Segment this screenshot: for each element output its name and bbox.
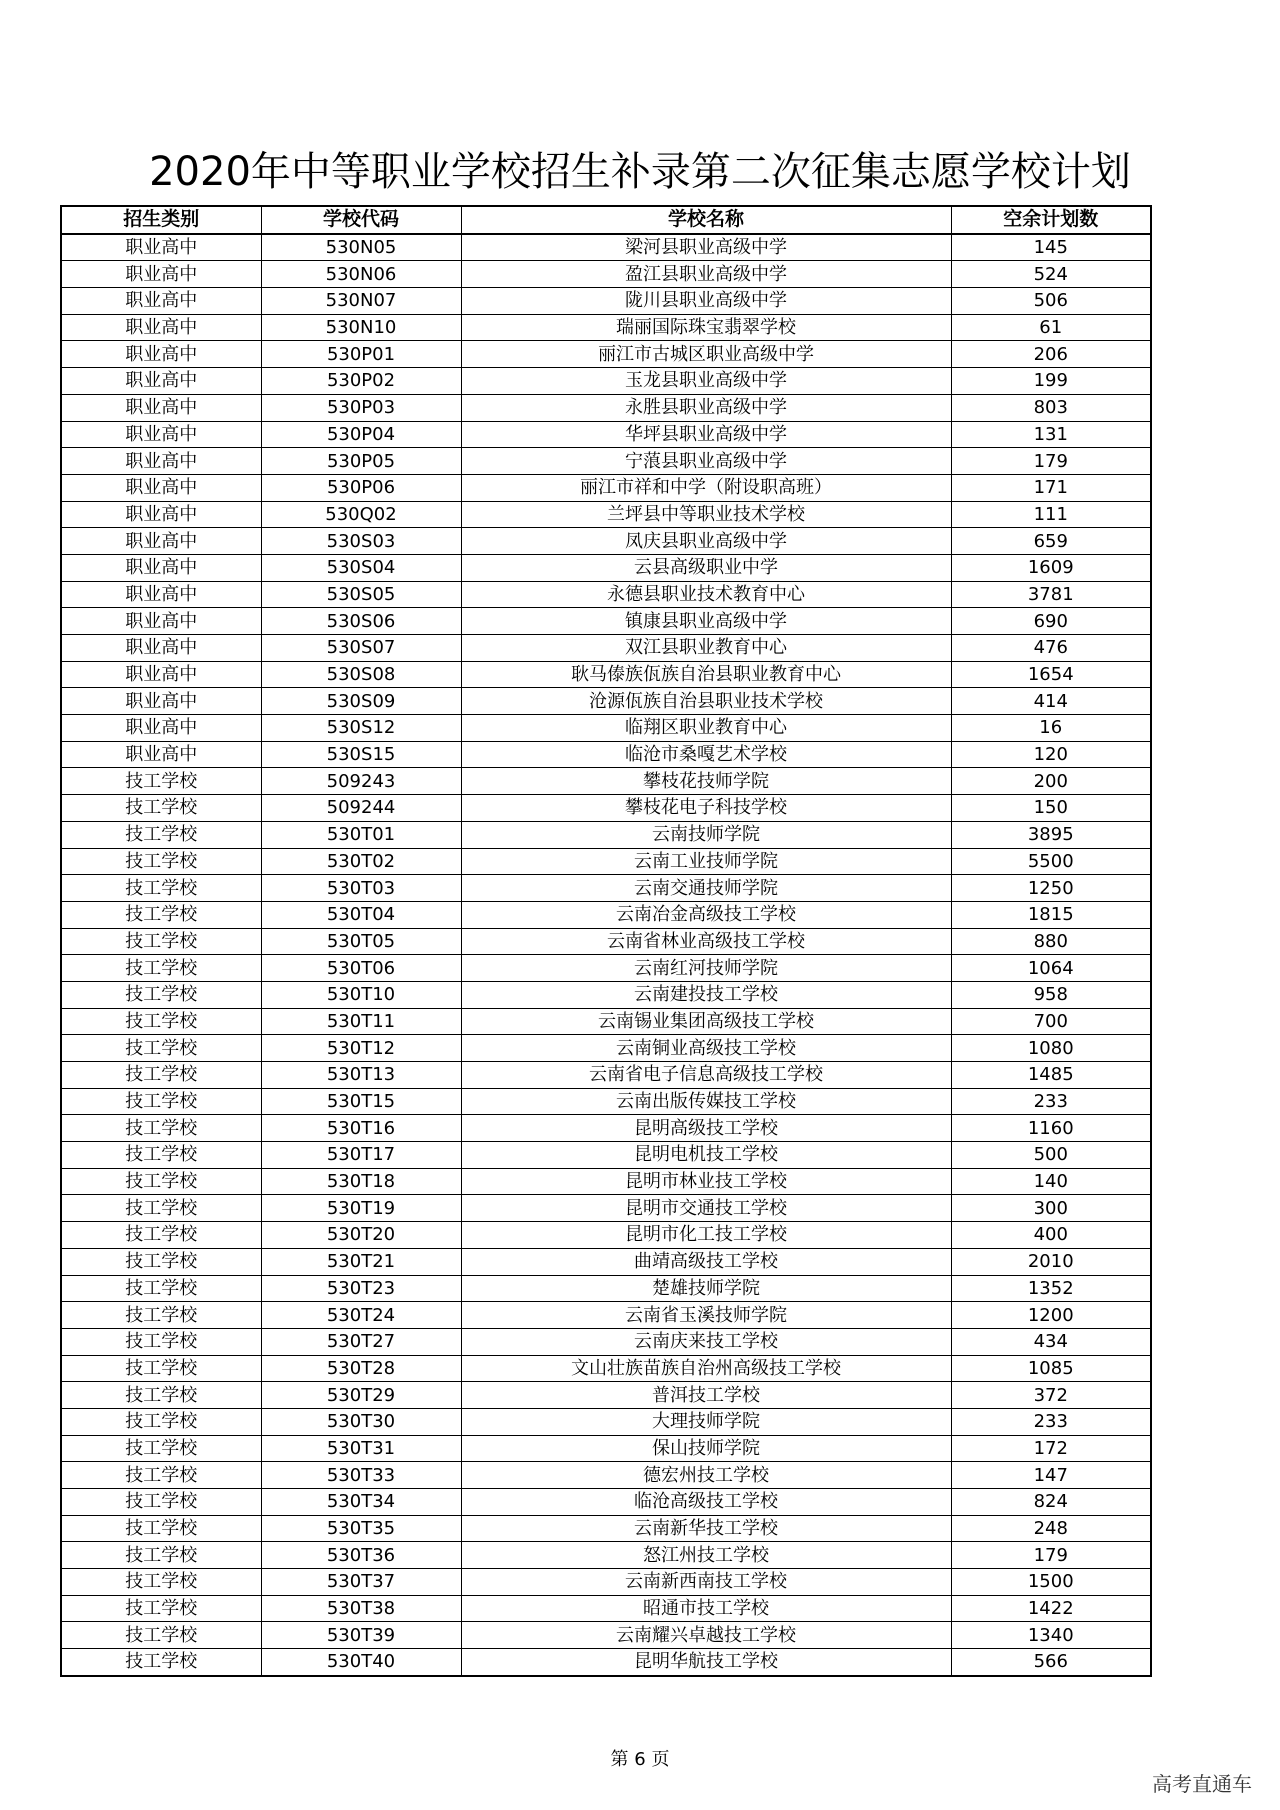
plan-table [60, 205, 1152, 1677]
cell-code: 530T05 [261, 928, 461, 955]
cell-school-name: 云南工业技师学院 [461, 848, 951, 875]
cell-category: 职业高中 [61, 368, 261, 395]
cell-remaining-quota: 171 [951, 474, 1151, 501]
cell-school-name: 昆明市化工技工学校 [461, 1222, 951, 1249]
cell-category: 职业高中 [61, 715, 261, 742]
cell-code: 530S12 [261, 715, 461, 742]
cell-category: 职业高中 [61, 448, 261, 475]
table-row [61, 901, 1151, 928]
cell-code: 530T29 [261, 1382, 461, 1409]
cell-category: 技工学校 [61, 1088, 261, 1115]
cell-school-name: 普洱技工学校 [461, 1382, 951, 1409]
cell-school-name: 云南技师学院 [461, 821, 951, 848]
cell-remaining-quota: 1200 [951, 1302, 1151, 1329]
cell-remaining-quota: 179 [951, 1542, 1151, 1569]
cell-code: 530T36 [261, 1542, 461, 1569]
table-header [61, 206, 1151, 234]
cell-remaining-quota: 1080 [951, 1035, 1151, 1062]
table-row [61, 234, 1151, 261]
cell-remaining-quota: 400 [951, 1222, 1151, 1249]
cell-code: 530P06 [261, 474, 461, 501]
cell-code: 530T02 [261, 848, 461, 875]
cell-code: 530T35 [261, 1515, 461, 1542]
table-row [61, 474, 1151, 501]
cell-code: 530T20 [261, 1222, 461, 1249]
table-row [61, 848, 1151, 875]
cell-remaining-quota: 5500 [951, 848, 1151, 875]
table-row [61, 875, 1151, 902]
cell-remaining-quota: 61 [951, 314, 1151, 341]
header-school-name: 学校名称 [461, 206, 951, 234]
cell-remaining-quota: 150 [951, 795, 1151, 822]
cell-code: 530S05 [261, 581, 461, 608]
cell-category: 技工学校 [61, 1008, 261, 1035]
cell-school-name: 陇川县职业高级中学 [461, 288, 951, 315]
table-row [61, 528, 1151, 555]
cell-remaining-quota: 179 [951, 448, 1151, 475]
cell-remaining-quota: 659 [951, 528, 1151, 555]
table-row [61, 341, 1151, 368]
cell-code: 530T31 [261, 1435, 461, 1462]
cell-category: 职业高中 [61, 501, 261, 528]
table-row [61, 554, 1151, 581]
cell-code: 530T37 [261, 1569, 461, 1596]
cell-category: 技工学校 [61, 1275, 261, 1302]
table-row [61, 1222, 1151, 1249]
cell-school-name: 临翔区职业教育中心 [461, 715, 951, 742]
cell-school-name: 临沧市桑嘎艺术学校 [461, 741, 951, 768]
cell-remaining-quota: 1250 [951, 875, 1151, 902]
cell-remaining-quota: 524 [951, 261, 1151, 288]
cell-remaining-quota: 372 [951, 1382, 1151, 1409]
cell-category: 技工学校 [61, 928, 261, 955]
cell-remaining-quota: 803 [951, 394, 1151, 421]
cell-category: 技工学校 [61, 1622, 261, 1649]
cell-code: 530N05 [261, 234, 461, 261]
cell-remaining-quota: 1654 [951, 661, 1151, 688]
table-row [61, 741, 1151, 768]
cell-code: 530P05 [261, 448, 461, 475]
table-row [61, 1062, 1151, 1089]
cell-school-name: 兰坪县中等职业技术学校 [461, 501, 951, 528]
table-row [61, 314, 1151, 341]
table-row [61, 421, 1151, 448]
table-row [61, 688, 1151, 715]
cell-category: 技工学校 [61, 1355, 261, 1382]
cell-remaining-quota: 145 [951, 234, 1151, 261]
cell-code: 530S03 [261, 528, 461, 555]
cell-code: 530N07 [261, 288, 461, 315]
table-row [61, 821, 1151, 848]
cell-category: 技工学校 [61, 795, 261, 822]
cell-school-name: 双江县职业教育中心 [461, 635, 951, 662]
cell-school-name: 玉龙县职业高级中学 [461, 368, 951, 395]
cell-code: 530T12 [261, 1035, 461, 1062]
cell-code: 509244 [261, 795, 461, 822]
cell-category: 技工学校 [61, 1035, 261, 1062]
table-row [61, 1569, 1151, 1596]
table-row [61, 1168, 1151, 1195]
cell-code: 530T04 [261, 901, 461, 928]
cell-category: 技工学校 [61, 981, 261, 1008]
cell-school-name: 临沧高级技工学校 [461, 1489, 951, 1516]
cell-remaining-quota: 3895 [951, 821, 1151, 848]
cell-remaining-quota: 1485 [951, 1062, 1151, 1089]
cell-school-name: 德宏州技工学校 [461, 1462, 951, 1489]
cell-remaining-quota: 200 [951, 768, 1151, 795]
cell-code: 530T24 [261, 1302, 461, 1329]
cell-remaining-quota: 248 [951, 1515, 1151, 1542]
cell-code: 530S07 [261, 635, 461, 662]
cell-code: 509243 [261, 768, 461, 795]
table-row [61, 1142, 1151, 1169]
cell-remaining-quota: 1340 [951, 1622, 1151, 1649]
cell-school-name: 云南省林业高级技工学校 [461, 928, 951, 955]
cell-category: 职业高中 [61, 581, 261, 608]
cell-category: 技工学校 [61, 875, 261, 902]
header-remaining-quota: 空余计划数 [951, 206, 1151, 234]
cell-remaining-quota: 172 [951, 1435, 1151, 1462]
cell-code: 530T38 [261, 1595, 461, 1622]
cell-category: 技工学校 [61, 848, 261, 875]
cell-remaining-quota: 111 [951, 501, 1151, 528]
cell-remaining-quota: 434 [951, 1328, 1151, 1355]
cell-school-name: 云南庆来技工学校 [461, 1328, 951, 1355]
cell-code: 530S09 [261, 688, 461, 715]
cell-category: 技工学校 [61, 1062, 261, 1089]
table-row [61, 1649, 1151, 1676]
cell-code: 530T28 [261, 1355, 461, 1382]
cell-school-name: 云南耀兴卓越技工学校 [461, 1622, 951, 1649]
cell-school-name: 凤庆县职业高级中学 [461, 528, 951, 555]
cell-remaining-quota: 1422 [951, 1595, 1151, 1622]
table-row [61, 608, 1151, 635]
cell-remaining-quota: 566 [951, 1649, 1151, 1676]
table-row [61, 1382, 1151, 1409]
cell-category: 技工学校 [61, 955, 261, 982]
cell-category: 技工学校 [61, 1515, 261, 1542]
cell-code: 530N06 [261, 261, 461, 288]
cell-code: 530T18 [261, 1168, 461, 1195]
table-row [61, 1195, 1151, 1222]
cell-remaining-quota: 1160 [951, 1115, 1151, 1142]
table-row [61, 1355, 1151, 1382]
cell-code: 530T16 [261, 1115, 461, 1142]
cell-school-name: 保山技师学院 [461, 1435, 951, 1462]
table-row [61, 581, 1151, 608]
cell-code: 530T19 [261, 1195, 461, 1222]
cell-category: 技工学校 [61, 1569, 261, 1596]
cell-remaining-quota: 233 [951, 1408, 1151, 1435]
table-row [61, 635, 1151, 662]
cell-remaining-quota: 16 [951, 715, 1151, 742]
cell-category: 技工学校 [61, 1328, 261, 1355]
cell-code: 530T27 [261, 1328, 461, 1355]
table-row [61, 368, 1151, 395]
cell-category: 职业高中 [61, 554, 261, 581]
table-row [61, 1328, 1151, 1355]
cell-code: 530S06 [261, 608, 461, 635]
cell-category: 职业高中 [61, 234, 261, 261]
header-row [61, 206, 1151, 234]
cell-category: 技工学校 [61, 1435, 261, 1462]
cell-school-name: 镇康县职业高级中学 [461, 608, 951, 635]
cell-school-name: 云南红河技师学院 [461, 955, 951, 982]
table-row [61, 288, 1151, 315]
cell-category: 技工学校 [61, 1168, 261, 1195]
cell-school-name: 华坪县职业高级中学 [461, 421, 951, 448]
cell-category: 技工学校 [61, 1302, 261, 1329]
cell-category: 技工学校 [61, 1115, 261, 1142]
cell-code: 530T10 [261, 981, 461, 1008]
cell-remaining-quota: 1500 [951, 1569, 1151, 1596]
cell-school-name: 大理技师学院 [461, 1408, 951, 1435]
cell-school-name: 云南新华技工学校 [461, 1515, 951, 1542]
cell-category: 技工学校 [61, 1595, 261, 1622]
table-row [61, 1489, 1151, 1516]
cell-code: 530T03 [261, 875, 461, 902]
table-row [61, 1275, 1151, 1302]
table-body [61, 234, 1151, 1676]
cell-category: 职业高中 [61, 635, 261, 662]
cell-remaining-quota: 506 [951, 288, 1151, 315]
table-row [61, 1248, 1151, 1275]
cell-remaining-quota: 147 [951, 1462, 1151, 1489]
cell-school-name: 云南出版传媒技工学校 [461, 1088, 951, 1115]
table-row [61, 1622, 1151, 1649]
cell-category: 职业高中 [61, 688, 261, 715]
table-row [61, 1542, 1151, 1569]
cell-remaining-quota: 1352 [951, 1275, 1151, 1302]
cell-remaining-quota: 3781 [951, 581, 1151, 608]
cell-category: 技工学校 [61, 1222, 261, 1249]
cell-code: 530T34 [261, 1489, 461, 1516]
table-row [61, 1008, 1151, 1035]
cell-category: 职业高中 [61, 608, 261, 635]
cell-school-name: 昆明高级技工学校 [461, 1115, 951, 1142]
cell-category: 技工学校 [61, 901, 261, 928]
cell-category: 技工学校 [61, 1382, 261, 1409]
cell-school-name: 瑞丽国际珠宝翡翠学校 [461, 314, 951, 341]
table-row [61, 928, 1151, 955]
cell-remaining-quota: 1609 [951, 554, 1151, 581]
cell-remaining-quota: 120 [951, 741, 1151, 768]
cell-remaining-quota: 206 [951, 341, 1151, 368]
header-code: 学校代码 [261, 206, 461, 234]
cell-category: 技工学校 [61, 1142, 261, 1169]
cell-school-name: 云南冶金高级技工学校 [461, 901, 951, 928]
cell-category: 技工学校 [61, 1408, 261, 1435]
cell-remaining-quota: 690 [951, 608, 1151, 635]
cell-remaining-quota: 476 [951, 635, 1151, 662]
cell-category: 职业高中 [61, 421, 261, 448]
table-row [61, 1302, 1151, 1329]
table-row [61, 1462, 1151, 1489]
cell-school-name: 丽江市祥和中学（附设职高班） [461, 474, 951, 501]
cell-remaining-quota: 1815 [951, 901, 1151, 928]
cell-remaining-quota: 1064 [951, 955, 1151, 982]
cell-category: 技工学校 [61, 821, 261, 848]
cell-school-name: 云南交通技师学院 [461, 875, 951, 902]
cell-school-name: 昆明华航技工学校 [461, 1649, 951, 1676]
cell-school-name: 攀枝花技师学院 [461, 768, 951, 795]
cell-school-name: 云南锡业集团高级技工学校 [461, 1008, 951, 1035]
cell-category: 职业高中 [61, 474, 261, 501]
watermark: 高考直通车 [1152, 1772, 1252, 1796]
cell-school-name: 昆明市交通技工学校 [461, 1195, 951, 1222]
cell-remaining-quota: 824 [951, 1489, 1151, 1516]
cell-school-name: 云南铜业高级技工学校 [461, 1035, 951, 1062]
cell-school-name: 梁河县职业高级中学 [461, 234, 951, 261]
page-title: 2020年中等职业学校招生补录第二次征集志愿学校计划 [149, 149, 1131, 195]
cell-code: 530S08 [261, 661, 461, 688]
cell-category: 职业高中 [61, 341, 261, 368]
cell-category: 技工学校 [61, 1489, 261, 1516]
cell-code: 530T17 [261, 1142, 461, 1169]
page-number: 第 6 页 [610, 1749, 670, 1770]
cell-school-name: 永德县职业技术教育中心 [461, 581, 951, 608]
cell-school-name: 曲靖高级技工学校 [461, 1248, 951, 1275]
cell-remaining-quota: 131 [951, 421, 1151, 448]
table-row [61, 261, 1151, 288]
cell-code: 530T23 [261, 1275, 461, 1302]
cell-category: 职业高中 [61, 288, 261, 315]
cell-code: 530P02 [261, 368, 461, 395]
cell-school-name: 耿马傣族佤族自治县职业教育中心 [461, 661, 951, 688]
cell-category: 技工学校 [61, 1195, 261, 1222]
cell-code: 530T39 [261, 1622, 461, 1649]
cell-school-name: 云南省电子信息高级技工学校 [461, 1062, 951, 1089]
cell-remaining-quota: 300 [951, 1195, 1151, 1222]
cell-school-name: 云南省玉溪技师学院 [461, 1302, 951, 1329]
table-row [61, 955, 1151, 982]
table-row [61, 1115, 1151, 1142]
table-row [61, 768, 1151, 795]
cell-school-name: 昆明市林业技工学校 [461, 1168, 951, 1195]
cell-code: 530T13 [261, 1062, 461, 1089]
cell-category: 技工学校 [61, 1248, 261, 1275]
cell-remaining-quota: 414 [951, 688, 1151, 715]
cell-code: 530T21 [261, 1248, 461, 1275]
cell-school-name: 怒江州技工学校 [461, 1542, 951, 1569]
cell-school-name: 文山壮族苗族自治州高级技工学校 [461, 1355, 951, 1382]
cell-remaining-quota: 880 [951, 928, 1151, 955]
cell-code: 530N10 [261, 314, 461, 341]
cell-category: 职业高中 [61, 394, 261, 421]
cell-remaining-quota: 233 [951, 1088, 1151, 1115]
table-row [61, 715, 1151, 742]
cell-category: 职业高中 [61, 314, 261, 341]
cell-category: 职业高中 [61, 528, 261, 555]
cell-school-name: 昭通市技工学校 [461, 1595, 951, 1622]
table-row [61, 1515, 1151, 1542]
cell-school-name: 昆明电机技工学校 [461, 1142, 951, 1169]
cell-school-name: 宁蒗县职业高级中学 [461, 448, 951, 475]
cell-remaining-quota: 1085 [951, 1355, 1151, 1382]
table-row [61, 1408, 1151, 1435]
cell-category: 技工学校 [61, 1542, 261, 1569]
cell-school-name: 云南建投技工学校 [461, 981, 951, 1008]
cell-school-name: 楚雄技师学院 [461, 1275, 951, 1302]
cell-remaining-quota: 2010 [951, 1248, 1151, 1275]
cell-remaining-quota: 700 [951, 1008, 1151, 1035]
table-row [61, 661, 1151, 688]
cell-category: 技工学校 [61, 1649, 261, 1676]
header-category: 招生类别 [61, 206, 261, 234]
cell-category: 技工学校 [61, 1462, 261, 1489]
cell-school-name: 云县高级职业中学 [461, 554, 951, 581]
cell-category: 职业高中 [61, 261, 261, 288]
cell-code: 530T06 [261, 955, 461, 982]
cell-school-name: 攀枝花电子科技学校 [461, 795, 951, 822]
cell-school-name: 永胜县职业高级中学 [461, 394, 951, 421]
table-row [61, 1435, 1151, 1462]
cell-remaining-quota: 958 [951, 981, 1151, 1008]
cell-code: 530S15 [261, 741, 461, 768]
cell-category: 职业高中 [61, 661, 261, 688]
cell-remaining-quota: 140 [951, 1168, 1151, 1195]
cell-remaining-quota: 500 [951, 1142, 1151, 1169]
table-row [61, 1035, 1151, 1062]
cell-code: 530T40 [261, 1649, 461, 1676]
cell-code: 530P04 [261, 421, 461, 448]
table-row [61, 394, 1151, 421]
table-row [61, 448, 1151, 475]
cell-school-name: 沧源佤族自治县职业技术学校 [461, 688, 951, 715]
cell-school-name: 云南新西南技工学校 [461, 1569, 951, 1596]
cell-category: 职业高中 [61, 741, 261, 768]
cell-code: 530T15 [261, 1088, 461, 1115]
cell-code: 530S04 [261, 554, 461, 581]
table-row [61, 501, 1151, 528]
cell-code: 530T11 [261, 1008, 461, 1035]
cell-code: 530P01 [261, 341, 461, 368]
cell-code: 530Q02 [261, 501, 461, 528]
cell-school-name: 丽江市古城区职业高级中学 [461, 341, 951, 368]
cell-category: 技工学校 [61, 768, 261, 795]
table-row [61, 981, 1151, 1008]
cell-code: 530T30 [261, 1408, 461, 1435]
cell-remaining-quota: 199 [951, 368, 1151, 395]
cell-code: 530P03 [261, 394, 461, 421]
cell-code: 530T33 [261, 1462, 461, 1489]
table-row [61, 795, 1151, 822]
table-row [61, 1088, 1151, 1115]
table-row [61, 1595, 1151, 1622]
cell-code: 530T01 [261, 821, 461, 848]
cell-school-name: 盈江县职业高级中学 [461, 261, 951, 288]
